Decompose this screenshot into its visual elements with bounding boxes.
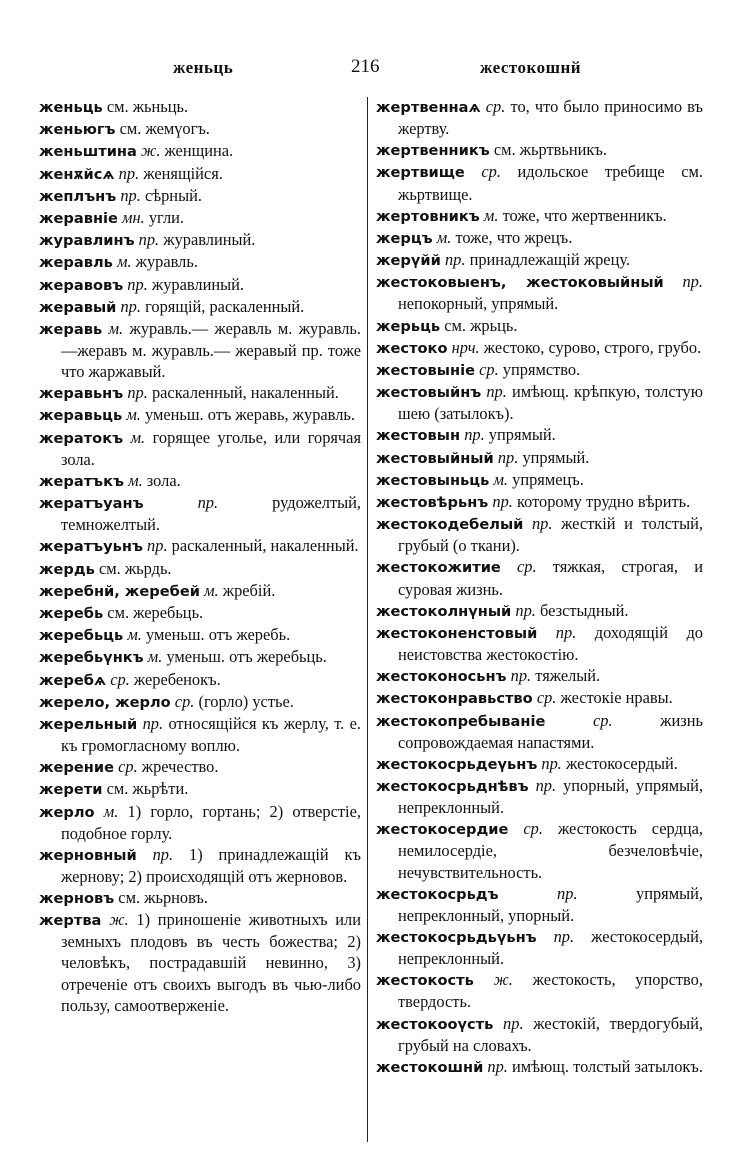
entry-headword: жеравь — [39, 320, 103, 338]
dictionary-entry — [39, 274, 361, 296]
entry-definition: женящійся. — [143, 163, 223, 183]
entry-grammar: пр. — [531, 514, 553, 534]
dictionary-entry — [376, 665, 703, 687]
entry-definition: уменьш. отъ жеребь. — [146, 625, 291, 645]
entry-definition: жеребенокъ. — [133, 669, 221, 689]
dictionary-entry — [376, 271, 703, 314]
entry-definition: см. жьньць. — [106, 97, 189, 116]
entry-definition: то, что было приносимо въ жертву. — [398, 97, 703, 139]
entry-grammar: ср. — [479, 359, 499, 379]
entry-definition: жестокость сердца, немилосердіе, безчеловѣчіе, нечувствительность. — [398, 819, 703, 882]
dictionary-entry — [376, 1013, 703, 1056]
dictionary-entry — [39, 427, 361, 470]
entry-grammar: ср. — [592, 710, 613, 730]
entry-headword: жерцъ — [376, 229, 433, 247]
dictionary-entry — [376, 753, 703, 775]
dictionary-entry — [39, 382, 361, 404]
entry-headword: жератъуанъ — [39, 495, 144, 513]
entry-grammar: м. — [116, 252, 132, 272]
entry-grammar: пр. — [682, 272, 703, 292]
dictionary-entry — [39, 207, 361, 229]
entry-definition: упрямый, непреклонный, упорный. — [398, 883, 703, 925]
entry-grammar: пр. — [515, 600, 536, 620]
dictionary-entry — [376, 337, 703, 359]
entry-definition: рудожелтый, темножелтый. — [61, 493, 361, 535]
entry-definition: 1) горло, гортань; 2) отверстіе, подобное горлу. — [61, 801, 361, 843]
entry-headword: жестокосрьднѣвъ — [376, 778, 529, 796]
right-column — [376, 96, 703, 1078]
entry-grammar: пр. — [118, 163, 140, 183]
entry-headword: жестовыніе — [376, 361, 475, 379]
entry-definition: жестокосердый, непреклонный. — [398, 927, 703, 969]
entry-headword: жестокожитие — [376, 559, 501, 577]
entry-grammar: м. — [483, 205, 499, 225]
entry-grammar: м. — [108, 318, 124, 338]
entry-grammar: м. — [127, 625, 142, 645]
running-head-left: женьць — [173, 58, 234, 77]
entry-grammar: пр. — [138, 230, 160, 250]
dictionary-entry — [39, 580, 361, 602]
entry-headword: жертвенникъ — [376, 142, 490, 160]
entry-grammar: пр. — [444, 250, 466, 270]
dictionary-entry — [39, 801, 361, 844]
entry-headword: жестокопребываніе — [376, 712, 546, 730]
entry-definition: раскаленный, накаленный. — [151, 383, 339, 403]
dictionary-entry — [39, 492, 361, 535]
entry-grammar: пр. — [142, 713, 164, 733]
entry-headword: жератъкъ — [39, 472, 125, 490]
entry-grammar: пр. — [486, 382, 507, 402]
entry-definition: идольское требище см. жьртвище. — [398, 162, 703, 204]
entry-grammar: пр. — [127, 383, 148, 403]
entry-headword: жеребьүнкъ — [39, 649, 144, 667]
entry-definition: журавлиный. — [163, 230, 256, 250]
entry-definition: упрямство. — [502, 359, 581, 379]
dictionary-entry — [39, 778, 361, 800]
entry-definition: упорный, упрямый, непреклонный. — [398, 776, 703, 818]
entry-headword: жестокосрьдъ — [376, 885, 499, 903]
entry-headword: жестокость — [376, 972, 474, 990]
entry-headword: жертовникъ — [376, 207, 480, 225]
entry-headword: жестовын — [376, 427, 461, 445]
entry-definition: угли. — [148, 207, 184, 227]
entry-grammar: ср. — [517, 557, 537, 577]
entry-grammar: мн. — [122, 207, 145, 227]
dictionary-entry — [39, 713, 361, 756]
entry-headword: жерүйй — [376, 252, 441, 270]
entry-definition: принадлежащій жрецу. — [469, 250, 631, 270]
dictionary-entry — [39, 624, 361, 646]
entry-headword: жестоковыенъ, жестоковыйный — [376, 274, 664, 292]
entry-headword: жерaвніе — [39, 209, 118, 227]
entry-grammar: пр. — [197, 493, 219, 513]
entry-grammar: ср. — [485, 97, 506, 116]
entry-definition: журавль. — [135, 252, 198, 272]
entry-grammar: ср. — [481, 162, 501, 182]
entry-definition: безстыдный. — [540, 600, 629, 620]
entry-headword: женьштина — [39, 143, 137, 161]
dictionary-entry — [376, 447, 703, 469]
entry-headword: жертва — [39, 912, 102, 930]
entry-grammar: пр. — [497, 447, 519, 467]
dictionary-entry — [39, 229, 361, 251]
entry-definition: см. жьртвьникъ. — [493, 140, 607, 160]
entry-definition: см. жьрновъ. — [118, 888, 209, 908]
entry-grammar: м. — [147, 647, 163, 667]
dictionary-entry — [376, 491, 703, 513]
entry-grammar: пр. — [120, 296, 141, 316]
entry-headword: жестоконравьство — [376, 690, 533, 708]
entry-grammar: пр. — [535, 776, 557, 796]
entry-definition: жестокіе нравы. — [560, 688, 673, 708]
entry-headword: жерло — [39, 803, 95, 821]
entry-definition: женщина. — [164, 141, 234, 161]
entry-grammar: пр. — [541, 753, 562, 773]
entry-grammar: пр. — [557, 883, 578, 903]
dictionary-entry — [39, 558, 361, 580]
dictionary-entry — [39, 118, 361, 140]
entry-headword: журавлинъ — [39, 232, 135, 250]
entry-headword: жердь — [39, 560, 95, 578]
dictionary-entry — [39, 691, 361, 713]
entry-headword: жерети — [39, 781, 103, 799]
entry-grammar: пр. — [487, 1056, 508, 1076]
entry-definition: см. жеребьць. — [107, 602, 204, 622]
entry-definition: тоже, что жрецъ. — [455, 227, 573, 247]
entry-definition: жизнь сопровождаемая напастями. — [398, 710, 703, 752]
dictionary-entry — [376, 687, 703, 709]
entry-grammar: пр. — [120, 185, 141, 205]
entry-headword: жестокодебелый — [376, 516, 524, 534]
dictionary-entry — [39, 602, 361, 624]
entry-definition: жречество. — [141, 757, 219, 777]
entry-grammar: м. — [128, 470, 143, 490]
entry-definition: см. жьрдь. — [99, 558, 172, 578]
entry-headword: жерельный — [39, 715, 138, 733]
entry-grammar: ср. — [118, 757, 138, 777]
entry-headword: жестоконосьнъ — [376, 668, 507, 686]
entry-definition: горящее уголье, или горячая зола. — [61, 427, 361, 469]
entry-definition: уменьш. отъ жеребьць. — [166, 647, 327, 667]
entry-headword: женьюгъ — [39, 121, 116, 139]
entry-definition: горящій, раскаленный. — [145, 296, 305, 316]
dictionary-entry — [376, 359, 703, 381]
entry-headword: жерaвовъ — [39, 276, 124, 294]
dictionary-entry — [39, 404, 361, 426]
entry-grammar: пр. — [152, 844, 174, 864]
entry-grammar: ср. — [536, 688, 557, 708]
entry-definition: тоже, что жертвенникъ. — [502, 205, 667, 225]
entry-headword: жестовыйный — [376, 449, 494, 467]
entry-definition: упрямецъ. — [512, 469, 584, 489]
entry-definition: жестоко, сурово, строго, грубо. — [483, 337, 702, 357]
dictionary-entry — [39, 185, 361, 207]
entry-grammar: пр. — [553, 927, 575, 946]
entry-headword: жестокосрьдеүьнъ — [376, 755, 538, 773]
entry-headword: жеравый — [39, 298, 117, 316]
dictionary-entry — [376, 513, 703, 556]
entry-grammar: пр. — [492, 492, 513, 511]
entry-definition: упрямый. — [522, 447, 590, 467]
dictionary-entry — [39, 318, 361, 382]
entry-definition: которому трудно вѣрить. — [516, 492, 691, 511]
entry-headword: жеребнй, жеребей — [39, 582, 200, 600]
entry-definition: раскаленный, накаленный. — [171, 536, 359, 556]
entry-grammar: ср. — [110, 669, 130, 689]
dictionary-entry — [376, 710, 703, 753]
entry-headword: женѫйсѧ — [39, 165, 115, 183]
entry-definition: жесткій и толстый, грубый (о ткани). — [398, 514, 703, 556]
entry-definition: 1) приношеніе животныхъ или земныхъ плодовъ въ честь божества; 2) человѣкъ, пострадавшій невинно, 3) отреченіе отъ своихъ выгодъ въ чью-либо пользу, самоотверженіе. — [61, 910, 361, 1015]
entry-grammar: нрч. — [451, 337, 480, 357]
entry-grammar: ср. — [523, 819, 543, 839]
entry-headword: жестокооүсть — [376, 1015, 494, 1033]
column-divider — [367, 97, 368, 1142]
entry-headword: жерьць — [376, 317, 441, 335]
entry-headword: женьць — [39, 99, 103, 116]
entry-grammar: ж. — [109, 910, 129, 930]
entry-headword: жеравьць — [39, 407, 123, 425]
dictionary-entry — [39, 140, 361, 162]
entry-headword: жератъуьнъ — [39, 538, 143, 556]
page-number: 216 — [351, 56, 380, 77]
entry-definition: доходящій до неистовства жестокостію. — [398, 622, 703, 665]
entry-grammar: пр. — [127, 274, 148, 294]
dictionary-entry — [39, 887, 361, 909]
dictionary-entry — [376, 227, 703, 249]
entry-definition: жестокосердый. — [566, 753, 678, 773]
entry-headword: жератокъ — [39, 429, 124, 447]
entry-headword: жерение — [39, 759, 114, 777]
entry-definition: (горло) устье. — [198, 691, 294, 711]
entry-definition: относящійся къ жерлу, т. е. къ громогласному воплю. — [61, 713, 362, 755]
dictionary-entry — [376, 205, 703, 227]
entry-headword: жестокосрьдьүьнъ — [376, 929, 537, 946]
dictionary-entry — [376, 139, 703, 161]
entry-grammar: ж. — [140, 141, 161, 161]
entry-definition: журавль.— жеравль м. журавль.—жеравъ м. журавль.— жеравый пр. тоже что жаржавый. — [61, 318, 362, 382]
dictionary-entry — [376, 424, 703, 446]
entry-grammar: м. — [204, 580, 219, 600]
entry-grammar: м. — [130, 427, 146, 447]
entry-headword: жеребѧ — [39, 671, 107, 689]
entry-definition: жребій. — [222, 580, 276, 600]
entry-headword: жестоколнүный — [376, 602, 512, 620]
entry-definition: журавлиный. — [151, 274, 245, 294]
entry-headword: жестокошнй — [376, 1058, 484, 1076]
dictionary-entry — [376, 622, 703, 665]
entry-headword: жертвеннаѧ — [376, 99, 481, 116]
running-head-right: жестокошнй — [480, 58, 582, 77]
dictionary-entry — [376, 556, 703, 599]
entry-definition: имѣющ. толстый затылокъ. — [512, 1056, 703, 1076]
dictionary-entry — [39, 535, 361, 557]
dictionary-entry — [39, 251, 361, 273]
dictionary-entry — [39, 646, 361, 668]
entry-grammar: м. — [103, 801, 119, 821]
entry-headword: жерновный — [39, 846, 137, 864]
dictionary-entry — [39, 844, 361, 887]
entry-headword: жестовѣрьнъ — [376, 494, 489, 511]
entry-headword: жерновъ — [39, 890, 115, 908]
entry-grammar: пр. — [510, 666, 532, 686]
dictionary-entry — [376, 818, 703, 882]
entry-headword: жерело, жерло — [39, 693, 171, 711]
entry-definition: уменьш. отъ жеравь, журавль. — [145, 405, 355, 425]
entry-definition: упрямый. — [488, 425, 556, 445]
dictionary-entry — [376, 969, 703, 1012]
entry-definition: жестокость, упорство, твердость. — [398, 970, 703, 1012]
entry-headword: жестоко — [376, 339, 448, 357]
entry-grammar: пр. — [555, 622, 577, 642]
dictionary-entry — [376, 775, 703, 818]
entry-definition: см. жемүогъ. — [119, 119, 210, 139]
page-header — [0, 56, 740, 82]
dictionary-entry — [376, 926, 703, 969]
entry-grammar: ср. — [174, 691, 195, 711]
entry-headword: жеравьнъ — [39, 385, 124, 403]
entry-headword: жертвище — [376, 164, 465, 182]
entry-grammar: пр. — [503, 1013, 524, 1033]
entry-grammar: м. — [126, 405, 141, 425]
dictionary-entry — [376, 315, 703, 337]
entry-grammar: пр. — [464, 425, 485, 445]
entry-definition: жестокій, твердогубый, грубый на словахъ. — [398, 1013, 703, 1055]
entry-headword: жестоконенстовый — [376, 624, 538, 642]
entry-headword: жеравль — [39, 254, 113, 272]
entry-definition: имѣющ. крѣпкую, толстую шею (затылокъ). — [398, 382, 703, 424]
dictionary-entry — [39, 296, 361, 318]
entry-grammar: м. — [436, 227, 452, 247]
entry-headword: жеребьць — [39, 627, 124, 645]
entry-definition: см. жрьць. — [444, 315, 518, 335]
dictionary-entry — [39, 163, 361, 185]
dictionary-entry — [39, 669, 361, 691]
entry-definition: тяжкая, строгая, и суровая жизнь. — [398, 557, 703, 599]
entry-headword: жестовыйнъ — [376, 384, 482, 402]
entry-definition: зола. — [146, 470, 181, 490]
entry-definition: 1) принадлежащій къ жернову; 2) происходящій отъ жерновов. — [61, 844, 361, 886]
entry-grammar: пр. — [147, 536, 168, 556]
dictionary-entry — [39, 909, 361, 1015]
dictionary-entry — [376, 600, 703, 622]
dictionary-entry — [376, 249, 703, 271]
dictionary-entry — [376, 161, 703, 204]
entry-headword: жестокосердие — [376, 821, 509, 839]
entry-headword: жеребь — [39, 604, 104, 622]
entry-definition: см. жьрѣти. — [106, 779, 189, 799]
entry-headword: жестовыньць — [376, 471, 490, 489]
dictionary-entry — [376, 381, 703, 424]
entry-definition: непокорный, упрямый. — [398, 294, 559, 314]
dictionary-entry — [39, 470, 361, 492]
dictionary-entry — [376, 96, 703, 139]
dictionary-entry — [376, 469, 703, 491]
entry-definition: тяжелый. — [535, 666, 601, 686]
left-column — [39, 96, 361, 1016]
entry-grammar: м. — [493, 469, 509, 489]
dictionary-entry — [39, 756, 361, 778]
entry-grammar: ж. — [493, 970, 513, 990]
entry-definition: сѣрный. — [144, 185, 202, 205]
dictionary-entry — [376, 1056, 703, 1078]
dictionary-entry — [39, 96, 361, 118]
entry-headword: жеплънъ — [39, 187, 117, 205]
dictionary-entry — [376, 883, 703, 926]
